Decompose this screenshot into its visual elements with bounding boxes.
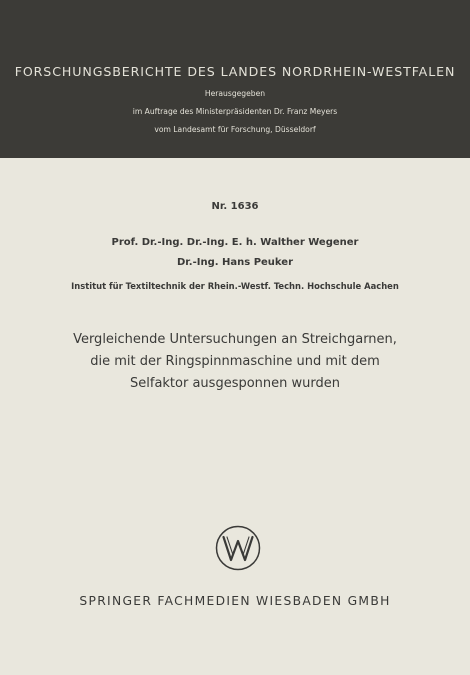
title-line-3: Selfaktor ausgesponnen wurden [130, 376, 340, 391]
title-line-1: Vergleichende Untersuchungen an Streichgarnen, [73, 332, 397, 347]
author-1: Prof. Dr.-Ing. Dr.-Ing. E. h. Walther Wegener [111, 237, 359, 248]
author-2: Dr.-Ing. Hans Peuker [176, 257, 294, 268]
report-number: Nr. 1636 [211, 201, 259, 212]
editor-line-1: Herausgegeben [204, 89, 266, 98]
editor-line-3: vom Landesamt für Forschung, Düsseldorf [154, 125, 316, 134]
title-line-2: die mit der Ringspinnmaschine und mit dem [90, 354, 380, 369]
publisher-name: SPRINGER FACHMEDIEN WIESBADEN GMBH [79, 594, 391, 608]
editor-line-2: im Auftrage des Ministerpräsidenten Dr. Franz Meyers [132, 107, 338, 116]
series-title: FORSCHUNGSBERICHTE DES LANDES NORDRHEIN-WESTFALEN [14, 64, 456, 79]
header-band [0, 0, 470, 158]
institute: Institut für Textiltechnik der Rhein.-Westf. Techn. Hochschule Aachen [71, 281, 399, 291]
publisher-logo-icon [215, 525, 261, 571]
